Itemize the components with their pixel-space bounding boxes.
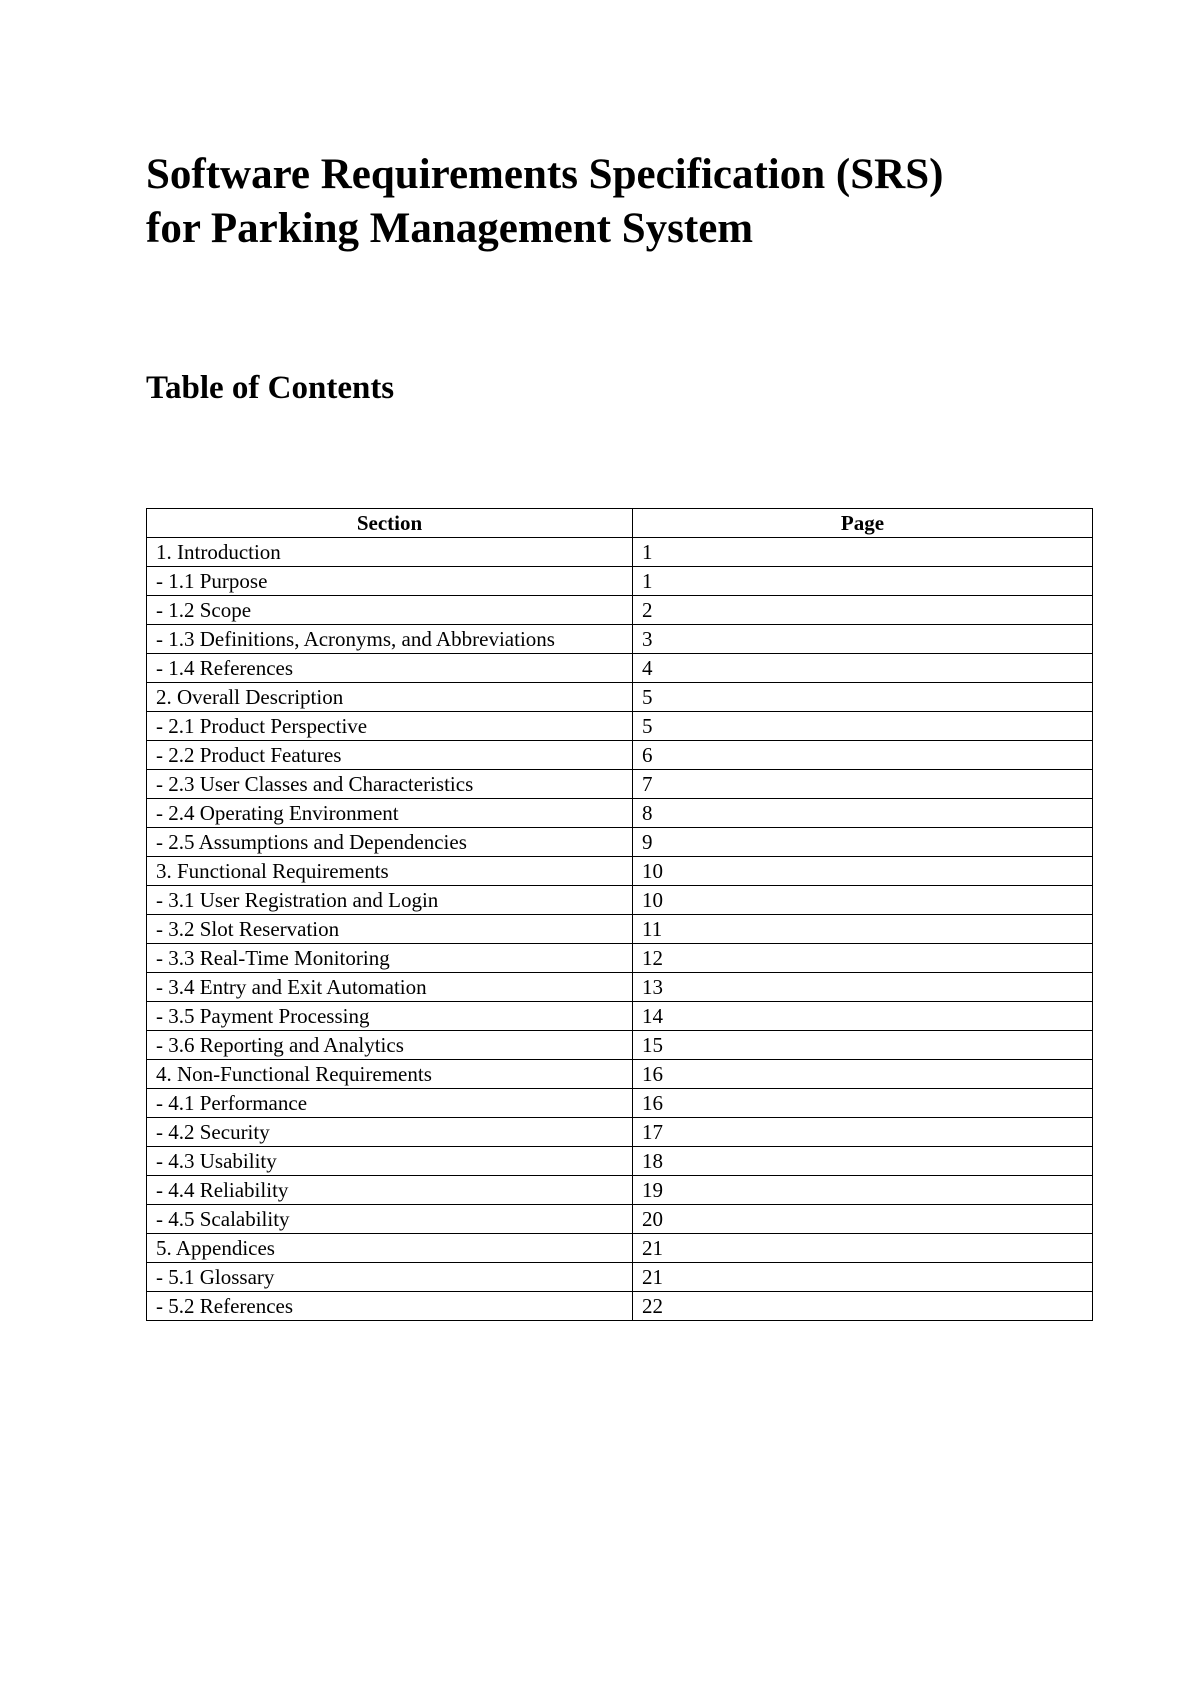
table-row — [147, 1292, 1093, 1321]
table-row — [147, 1118, 1093, 1147]
toc-section-cell: 3. Functional Requirements — [147, 857, 633, 886]
toc-page-cell: 5 — [633, 712, 1093, 741]
table-row — [147, 886, 1093, 915]
toc-section-cell: 5. Appendices — [147, 1234, 633, 1263]
table-row — [147, 683, 1093, 712]
toc-page-cell: 19 — [633, 1176, 1093, 1205]
toc-page-cell: 3 — [633, 625, 1093, 654]
toc-section-cell: 1. Introduction — [147, 538, 633, 567]
toc-page-cell: 1 — [633, 538, 1093, 567]
document-title-line-2: for Parking Management System — [146, 205, 754, 252]
toc-section-cell: - 4.1 Performance — [147, 1089, 633, 1118]
table-row — [147, 1176, 1093, 1205]
toc-section-cell: - 3.3 Real-Time Monitoring — [147, 944, 633, 973]
toc-page-cell: 11 — [633, 915, 1093, 944]
table-row — [147, 1263, 1093, 1292]
table-row — [147, 625, 1093, 654]
toc-page-cell: 10 — [633, 886, 1093, 915]
table-row — [147, 828, 1093, 857]
page-column-header: Page — [633, 509, 1093, 538]
table-row — [147, 538, 1093, 567]
table-row — [147, 1234, 1093, 1263]
toc-page-cell: 20 — [633, 1205, 1093, 1234]
toc-page-cell: 9 — [633, 828, 1093, 857]
table-row — [147, 1002, 1093, 1031]
table-row — [147, 770, 1093, 799]
table-row — [147, 567, 1093, 596]
table-row — [147, 1089, 1093, 1118]
toc-section-cell: - 4.5 Scalability — [147, 1205, 633, 1234]
toc-section-cell: - 4.2 Security — [147, 1118, 633, 1147]
document-title — [146, 148, 1126, 256]
table-row — [147, 1031, 1093, 1060]
toc-page-cell: 22 — [633, 1292, 1093, 1321]
table-row — [147, 1205, 1093, 1234]
table-row — [147, 712, 1093, 741]
toc-page-cell: 14 — [633, 1002, 1093, 1031]
toc-page-cell: 10 — [633, 857, 1093, 886]
toc-section-cell: - 2.2 Product Features — [147, 741, 633, 770]
table-row — [147, 596, 1093, 625]
toc-section-cell: - 1.4 References — [147, 654, 633, 683]
table-row — [147, 799, 1093, 828]
table-row — [147, 973, 1093, 1002]
toc-page-cell: 18 — [633, 1147, 1093, 1176]
table-row — [147, 1060, 1093, 1089]
toc-header-row — [147, 509, 1093, 538]
toc-section-cell: - 5.2 References — [147, 1292, 633, 1321]
toc-page-cell: 13 — [633, 973, 1093, 1002]
toc-page-cell: 16 — [633, 1060, 1093, 1089]
table-row — [147, 741, 1093, 770]
toc-section-cell: - 2.1 Product Perspective — [147, 712, 633, 741]
toc-section-cell: 4. Non-Functional Requirements — [147, 1060, 633, 1089]
toc-page-cell: 6 — [633, 741, 1093, 770]
table-row — [147, 915, 1093, 944]
toc-section-cell: - 2.5 Assumptions and Dependencies — [147, 828, 633, 857]
toc-section-cell: - 1.2 Scope — [147, 596, 633, 625]
toc-section-cell: - 3.5 Payment Processing — [147, 1002, 633, 1031]
toc-section-cell: - 5.1 Glossary — [147, 1263, 633, 1292]
toc-section-cell: - 3.2 Slot Reservation — [147, 915, 633, 944]
toc-body — [147, 538, 1093, 1321]
toc-section-cell: - 3.4 Entry and Exit Automation — [147, 973, 633, 1002]
toc-section-cell: - 2.3 User Classes and Characteristics — [147, 770, 633, 799]
toc-page-cell: 5 — [633, 683, 1093, 712]
toc-page-cell: 1 — [633, 567, 1093, 596]
toc-section-cell: - 1.3 Definitions, Acronyms, and Abbreviations — [147, 625, 633, 654]
toc-page-cell: 7 — [633, 770, 1093, 799]
toc-heading: Table of Contents — [146, 370, 395, 406]
toc-section-cell: - 3.6 Reporting and Analytics — [147, 1031, 633, 1060]
toc-page-cell: 17 — [633, 1118, 1093, 1147]
table-row — [147, 1147, 1093, 1176]
toc-section-cell: 2. Overall Description — [147, 683, 633, 712]
toc-page-cell: 21 — [633, 1263, 1093, 1292]
toc-section-cell: - 3.1 User Registration and Login — [147, 886, 633, 915]
section-column-header: Section — [147, 509, 633, 538]
toc-section-cell: - 4.4 Reliability — [147, 1176, 633, 1205]
document-title-line-1: Software Requirements Specification (SRS) — [146, 151, 944, 198]
toc-section-cell: - 2.4 Operating Environment — [147, 799, 633, 828]
table-row — [147, 654, 1093, 683]
toc-section-cell: - 1.1 Purpose — [147, 567, 633, 596]
table-row — [147, 857, 1093, 886]
toc-page-cell: 16 — [633, 1089, 1093, 1118]
toc-section-cell: - 4.3 Usability — [147, 1147, 633, 1176]
toc-page-cell: 8 — [633, 799, 1093, 828]
toc-page-cell: 12 — [633, 944, 1093, 973]
toc-page-cell: 15 — [633, 1031, 1093, 1060]
toc-table — [146, 508, 1093, 1321]
toc-page-cell: 4 — [633, 654, 1093, 683]
toc-page-cell: 21 — [633, 1234, 1093, 1263]
table-row — [147, 944, 1093, 973]
toc-page-cell: 2 — [633, 596, 1093, 625]
